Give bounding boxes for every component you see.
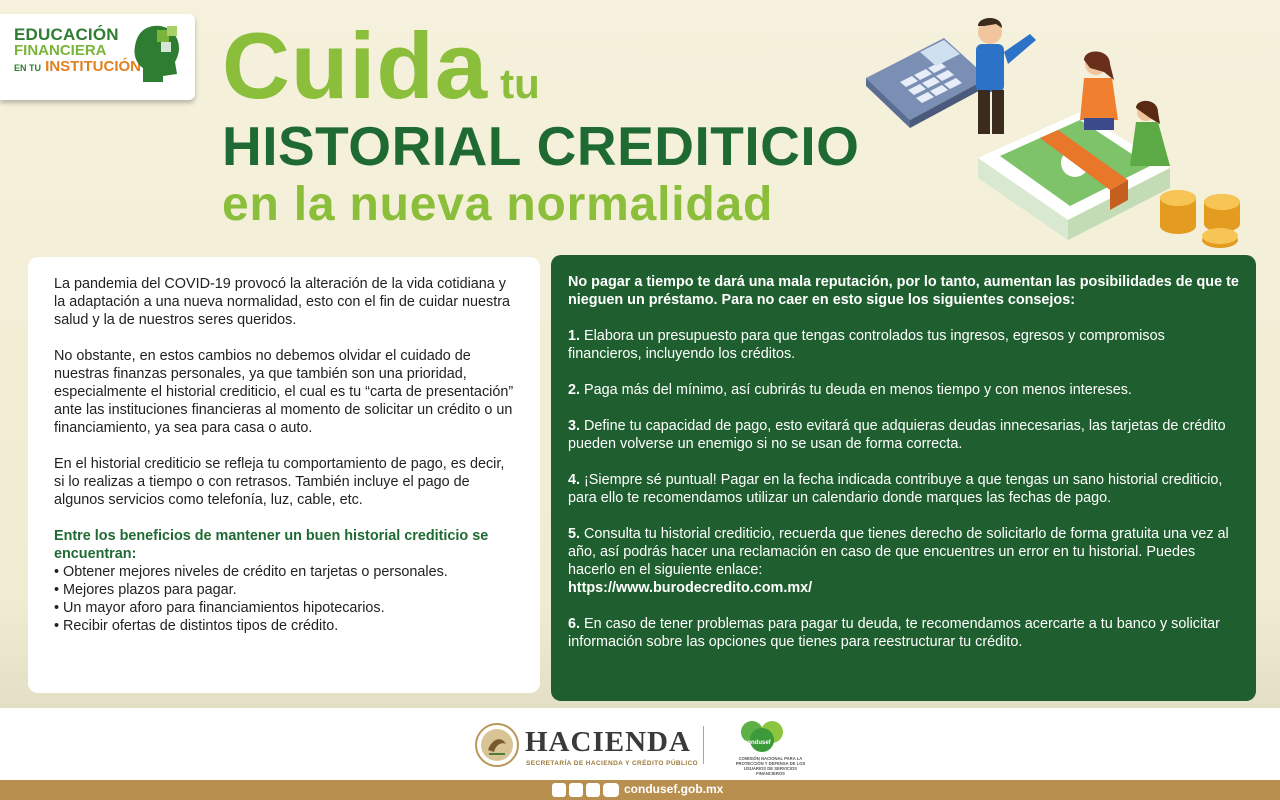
benefit-item: • Recibir ofertas de distintos tipos de crédito. xyxy=(54,618,339,634)
family-money-illustration xyxy=(860,8,1260,258)
hacienda-subtitle: SECRETARÍA DE HACIENDA Y CRÉDITO PÚBLICO xyxy=(526,760,699,767)
youtube-icon[interactable] xyxy=(603,783,619,797)
tip-1 xyxy=(568,327,1240,363)
buro-credito-link[interactable]: https://www.burodecredito.com.mx/ xyxy=(568,580,813,596)
tip-text: Paga más del mínimo, así cubrirás tu deuda en menos tiempo y con menos intereses. xyxy=(580,382,1132,398)
logo-line-3-small: EN TU xyxy=(14,63,41,73)
logo-line-2: FINANCIERA xyxy=(14,42,107,59)
intro-paragraph-1: La pandemia del COVID-19 provocó la alteración de la vida cotidiana y la adaptación a una nueva normalidad, esto con el fin de cuidar nuestra salud y la de nuestros seres queridos. xyxy=(54,276,511,328)
woman-figure-illustration xyxy=(1080,51,1118,130)
instagram-icon[interactable] xyxy=(586,783,600,797)
tip-number: 6. xyxy=(568,616,581,632)
title-cuida: Cuida xyxy=(222,13,489,118)
condusef-subtitle: COMISIÓN NACIONAL PARA LA PROTECCIÓN Y DEFENSA DE LOS USUARIOS DE SERVICIOS FINANCIEROS xyxy=(735,756,806,776)
social-icons xyxy=(552,783,619,797)
title-tu: tu xyxy=(500,60,540,107)
tip-text: Elabora un presupuesto para que tengas controlados tus ingresos, egresos y compromisos financieros, incluyendo los créditos. xyxy=(568,328,1165,362)
footer-divider xyxy=(703,726,704,764)
tip-2 xyxy=(568,381,1240,399)
educacion-financiera-logo xyxy=(0,14,195,100)
benefits-title: Entre los beneficios de mantener un buen historial crediticio se encuentran: xyxy=(54,528,489,562)
intro-text-card xyxy=(28,257,540,693)
coins-illustration xyxy=(1160,190,1240,248)
twitter-icon[interactable] xyxy=(569,783,583,797)
intro-paragraph-3: En el historial crediticio se refleja tu comportamiento de pago, es decir, si lo realizas a tiempo o con retrasos. También incluye el pago de algunos servicios como telefonía, luz, cable, etc. xyxy=(54,456,505,508)
man-figure-illustration xyxy=(976,18,1036,134)
girl-figure-illustration xyxy=(1130,101,1170,166)
logo-line-1: EDUCACIÓN xyxy=(14,25,119,44)
poster-title xyxy=(222,13,922,232)
tip-number: 1. xyxy=(568,328,581,344)
condusef-logo-icon xyxy=(737,718,787,754)
condusef-wordmark: condusef xyxy=(744,740,771,746)
benefit-item: • Mejores plazos para pagar. xyxy=(54,582,237,598)
footer-bar xyxy=(0,780,1280,800)
benefits-list xyxy=(54,563,518,635)
tip-text: Consulta tu historial crediticio, recuerda que tienes derecho de solicitarlo de forma gratuita una vez al año, así podrás hacer una reclamación en caso de que encuentres un error en tu historial. Puedes hacerlo en el siguiente enlace: xyxy=(568,526,1229,578)
tip-number: 2. xyxy=(568,382,581,398)
tip-6 xyxy=(568,615,1240,651)
tip-3 xyxy=(568,417,1240,453)
benefit-item: • Un mayor aforo para financiamientos hipotecarios. xyxy=(54,600,385,616)
tip-text: Define tu capacidad de pago, esto evitará que adquieras deudas innecesarias, las tarjetas de crédito pueden volverse un enemigo si no se usan de forma correcta. xyxy=(568,418,1226,452)
logo-line-3-main: INSTITUCIÓN xyxy=(45,58,142,75)
tip-number: 5. xyxy=(568,526,581,542)
facebook-icon[interactable] xyxy=(552,783,566,797)
intro-paragraph-2: No obstante, en estos cambios no debemos olvidar el cuidado de nuestras finanzas personales, ya que también son una prioridad, especialmente el historial crediticio, el cual es tu “carta de presentación” ante las instituciones financieras al momento de solicitar un crédito o un financiamiento, ya sea para casa o auto. xyxy=(54,348,514,436)
tip-5 xyxy=(568,525,1240,597)
tip-number: 3. xyxy=(568,418,581,434)
tips-intro: No pagar a tiempo te dará una mala reputación, por lo tanto, aumentan las posibilidades de que te nieguen un préstamo. Para no caer en esto sigue los siguientes consejos: xyxy=(568,274,1239,308)
calculator-illustration xyxy=(866,38,988,128)
tip-4 xyxy=(568,471,1240,507)
hacienda-wordmark: HACIENDA xyxy=(525,726,691,758)
head-puzzle-icon xyxy=(131,22,183,84)
benefit-item: • Obtener mejores niveles de crédito en tarjetas o personales. xyxy=(54,564,448,580)
mexico-seal-icon xyxy=(474,722,520,768)
condusef-url[interactable]: condusef.gob.mx xyxy=(624,782,724,796)
title-historial-crediticio: HISTORIAL CREDITICIO xyxy=(222,115,860,177)
tips-card xyxy=(551,255,1256,701)
tip-text: ¡Siempre sé puntual! Pagar en la fecha indicada contribuye a que tengas un sano historial crediticio, para ello te recomendamos utilizar un calendario donde marques las fechas de pago. xyxy=(568,472,1223,506)
title-nueva-normalidad: en la nueva normalidad xyxy=(222,178,774,231)
tip-text: En caso de tener problemas para pagar tu deuda, te recomendamos acercarte a tu banco y solicitar información sobre las opciones que tienes para reestructurar tu crédito. xyxy=(568,616,1220,650)
tip-number: 4. xyxy=(568,472,581,488)
footer-logos xyxy=(0,708,1280,780)
